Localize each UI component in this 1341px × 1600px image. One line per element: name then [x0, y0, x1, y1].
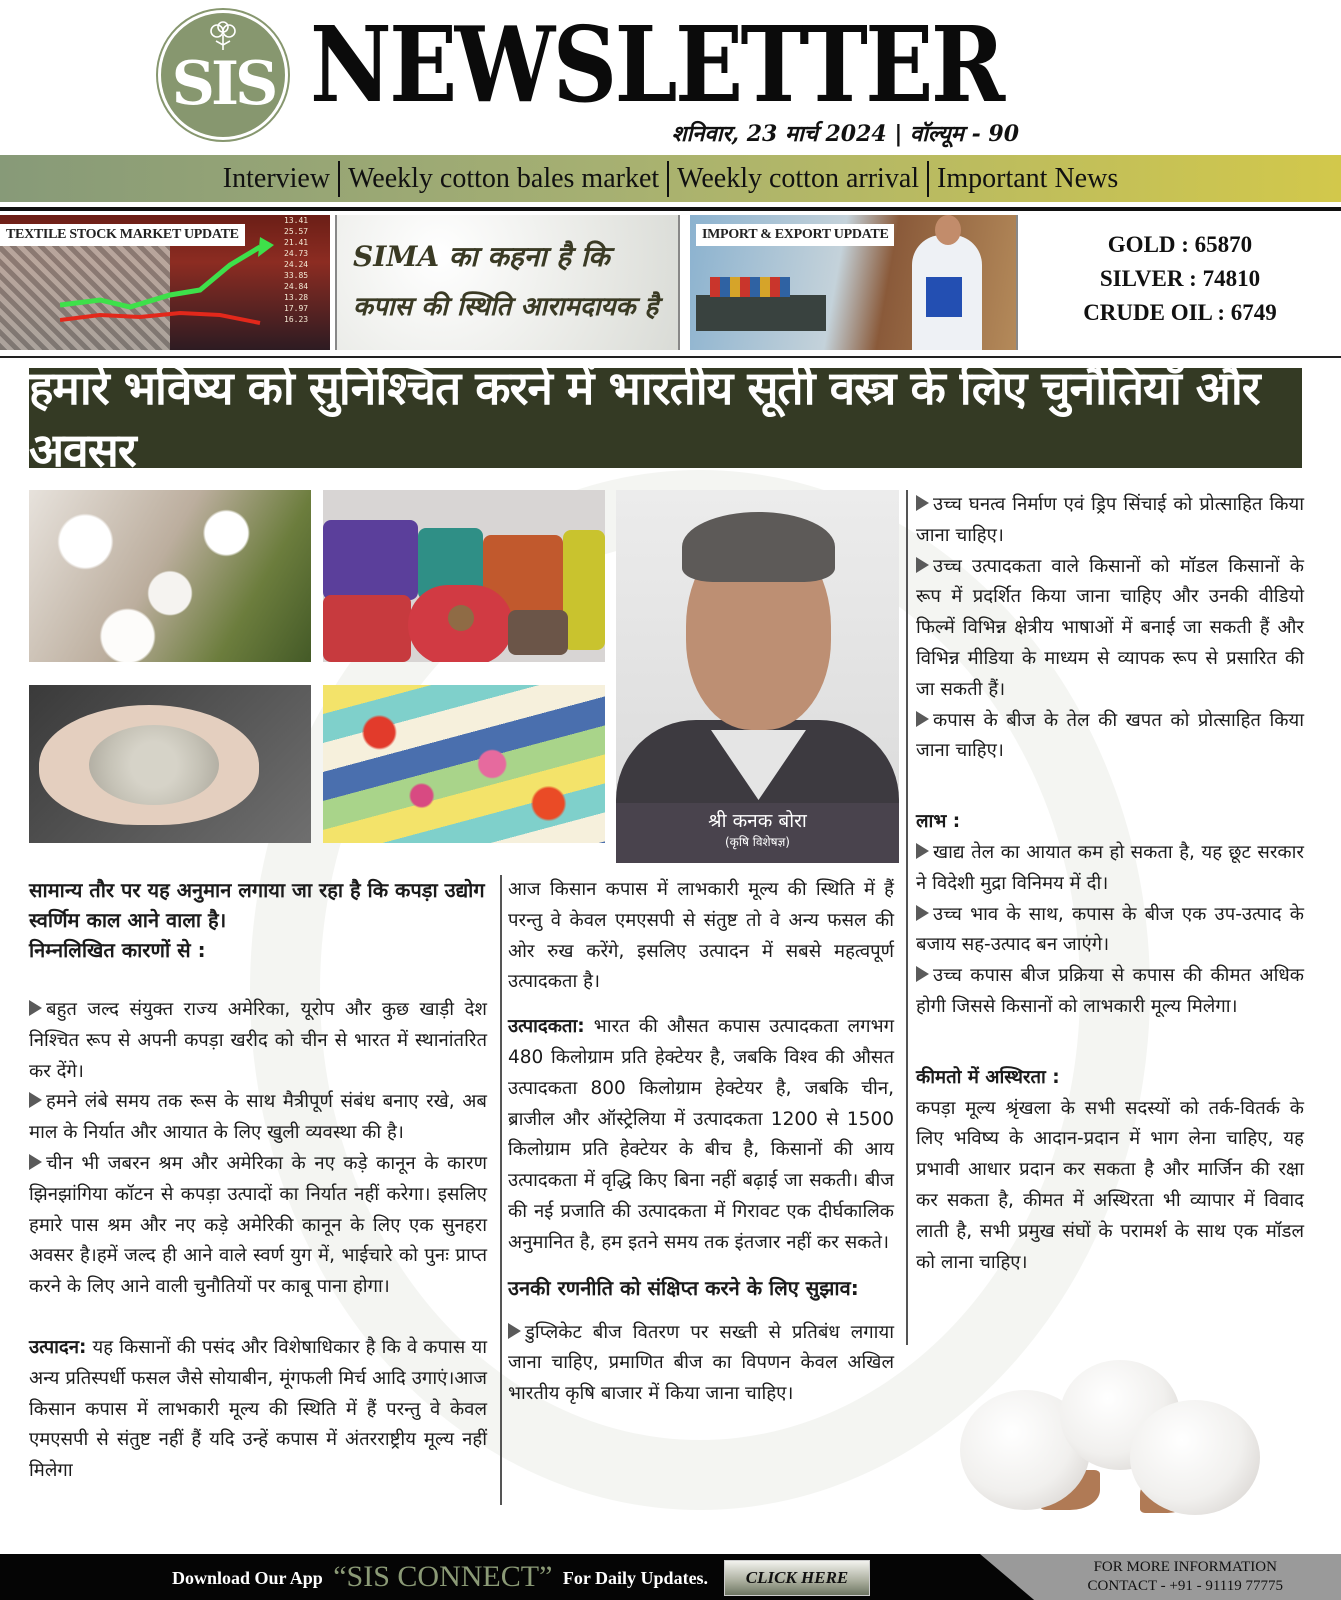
- containers-image: [710, 277, 790, 297]
- production-label: उत्पादन:: [29, 1336, 87, 1358]
- newsletter-title: NEWSLETTER: [310, 3, 1003, 126]
- sima-news-promo[interactable]: [335, 215, 680, 350]
- nav-item-interview[interactable]: Interview: [222, 162, 331, 194]
- dateline: शनिवार, 23 मार्च 2024 | वॉल्यूम - 90: [671, 121, 1019, 147]
- benefit-bullet-3: उच्च कपास बीज प्रक्रिया से कपास की कीमत अधिक होगी जिससे किसानों को लाभकारी मूल्य मिलेगा।: [916, 965, 1304, 1017]
- article-column-1: [29, 875, 487, 1487]
- cotton-seed-hand-photo: [29, 685, 311, 843]
- cotton-flower-icon: [206, 21, 240, 51]
- cotton-bolls-image: [950, 1360, 1270, 1520]
- bullet-arrow-icon: [916, 905, 929, 921]
- productivity-paragraph: उत्पादकता: भारत की औसत कपास उत्पादकता लगभग 480 किलोग्राम प्रति हेक्टेयर है, जबकि विश्व की औसत उत्पादकता 800 किलोग्राम हेक्टेयर है, जबकि चीन, ब्राजील और ऑस्ट्रेलिया में उत्पादकता 1200 से 1500 किलोग्राम प्रति हेक्टेयर के बीच है, किसानों की आय उत्पादकता में वृद्धि किए बिना नहीं बढ़ाई जा सकती। बीज की नई प्रजाति की उत्पादकता में गिरावट एक दीर्घकालिक अनुमानित है, हम इतने समय तक इंतजार नहीं कर सकते।: [508, 1016, 894, 1253]
- production-paragraph: उत्पादन: यह किसानों की पसंद और विशेषाधिकार है कि वे कपास या अन्य प्रतिस्पर्धी फसल जैसे सोयाबीन, मूंगफली मिर्च आदि उगाएं।आज किसान कपास में लाभकारी मूल्य की स्थिति में हैं परन्तु वे केवल एमएसपी से संतुष्ट नहीं हैं यदि उन्हें कपास में अंतरराष्ट्रीय मूल्य नहीं मिलेगा: [29, 1336, 487, 1482]
- bullet-arrow-icon: [916, 495, 929, 511]
- reason-bullet-2: हमने लंबे समय तक रूस के साथ मैत्रीपूर्ण संबंध बनाए रखे, अब माल के निर्यात और आयात के लिए खुली व्यवस्था की है।: [29, 1091, 487, 1144]
- volatility-paragraph: कपड़ा मूल्य श्रृंखला के सभी सदस्यों को तर्क-वितर्क के लिए भविष्य के आदान-प्रदान में भाग लेना चाहिए, यह प्रभावी आधार प्रदान कर सकता है और मार्जिन की रक्षा कर सकता है, कीमत में अस्थिरता भी व्यापार में विवाद लाती है, सभी प्रमुख संघों के परामर्श के साथ एक मॉडल को लाना चाहिए।: [916, 1097, 1304, 1273]
- section-nav: [0, 155, 1341, 202]
- sima-headline-line1: SIMA का कहना है कि: [353, 240, 610, 273]
- benefit-bullet-1: खाद्य तेल का आयात कम हो सकता है, यह छूट सरकार ने विदेशी मुद्रा विनिमय में दी।: [916, 841, 1304, 894]
- trade-promo-label: IMPORT & EXPORT UPDATE: [696, 224, 894, 246]
- bullet-arrow-icon: [29, 1154, 42, 1170]
- bullet-arrow-icon: [29, 1092, 42, 1108]
- bullet-arrow-icon: [916, 843, 929, 859]
- interviewee-role: (कृषि विशेषज्ञ): [724, 835, 790, 849]
- reason-bullet-1: बहुत जल्द संयुक्त राज्य अमेरिका, यूरोप और कुछ खाड़ी देश निश्चित रूप से अपनी कपड़ा खरीद को चीन से भारत में स्थानांतरित कर देंगे।: [29, 999, 487, 1082]
- article-headline: हमारे भविष्य को सुनिश्चित करने में भारतीय सूती वस्त्र के लिए चुनौतियाँ और अवसर: [29, 368, 1302, 468]
- article-column-3: [906, 490, 1304, 1345]
- article-column-2: [500, 875, 894, 1505]
- clipboard-icon: [926, 277, 962, 317]
- stock-trend-chart-icon: [60, 235, 290, 325]
- contact-info: [1088, 1558, 1283, 1596]
- printed-fabric-photo: [323, 685, 605, 843]
- commodity-prices: [1030, 228, 1330, 330]
- masthead: [0, 0, 1341, 152]
- interviewee-name: श्री कनक बोरा: [708, 810, 807, 832]
- portrait-caption: [616, 803, 899, 863]
- info-heading: FOR MORE INFORMATION: [1093, 1559, 1277, 1575]
- bullet-arrow-icon: [29, 1000, 42, 1016]
- productivity-label: उत्पादकता:: [508, 1016, 585, 1038]
- worker-head: [935, 215, 961, 245]
- cotton-field-photo: [29, 490, 311, 662]
- sima-headline-line2: कपास की स्थिति आरामदायक है: [353, 292, 659, 322]
- stock-promo-label: TEXTILE STOCK MARKET UPDATE: [0, 224, 245, 246]
- reason-bullet-3: चीन भी जबरन श्रम और अमेरिका के नए कड़े कानून के कारण झिनझांगिया कॉटन से कपड़ा उत्पादों का निर्यात नहीं करेगा। इसलिए हमारे पास श्रम और नए कड़े अमेरिकी कानून के लिए एक सुनहरा अवसर है।हमें जल्द ही आने वाले स्वर्ण युग में, भाईचारे को पुनः प्राप्त करने के लिए आने वाली चुनौतियों पर काबू पाना होगा।: [29, 1152, 487, 1298]
- bullet-arrow-icon: [916, 711, 929, 727]
- benefit-bullet-2: उच्च भाव के साथ, कपास के बीज एक उप-उत्पाद के बजाय सह-उत्पाद बन जाएंगे।: [916, 903, 1304, 956]
- silver-price: SILVER : 74810: [1099, 266, 1261, 291]
- textile-stock-market-promo[interactable]: [0, 215, 330, 350]
- yarn-cones-photo: [323, 490, 605, 662]
- strategy-bullet-4: कपास के बीज के तेल की खपत को प्रोत्साहित किया जाना चाहिए।: [916, 709, 1304, 762]
- benefits-heading: लाभ :: [916, 811, 961, 833]
- strategy-heading: उनकी रणनीति को संक्षिप्त करने के लिए सुझाव:: [508, 1275, 859, 1300]
- bullet-arrow-icon: [916, 966, 929, 982]
- strategy-bullet-1: डुप्लिकेट बीज वितरण पर सख्ती से प्रतिबंध लगाया जाना चाहिए, प्रमाणित बीज का विपणन केवल अखिल भारतीय कृषि बाजार में किया जाना चाहिए।: [508, 1321, 894, 1405]
- nav-item-important-news[interactable]: Important News: [937, 162, 1119, 194]
- logo-text: SIS: [171, 49, 275, 119]
- click-here-button[interactable]: CLICK HERE: [724, 1560, 870, 1596]
- cargo-ship-image: [696, 295, 826, 331]
- intro-paragraph: आज किसान कपास में लाभकारी मूल्य की स्थिति में हैं परन्तु वे केवल एमएसपी से संतुष्ट तो वे अन्य फसल की ओर रुख करेंगे, इसलिए उत्पादन में सबसे महत्वपूर्ण उत्पादकता है।: [508, 879, 894, 993]
- article-lead: सामान्य तौर पर यह अनुमान लगाया जा रहा है कि कपड़ा उद्योग स्वर्णिम काल आने वाला है।: [29, 878, 485, 932]
- strategy-bullet-3: उच्च उत्पादकता वाले किसानों को मॉडल किसानों के रूप में प्रदर्शित किया जाना चाहिए और उनकी वीडियो फिल्में विभिन्न क्षेत्रीय भाषाओं में बनाई जा सकती हैं और विभिन्न मीडिया के माध्यम से व्यापक रूप से प्रसारित की जा सकती हैं।: [916, 555, 1304, 700]
- app-name: “SIS CONNECT”: [333, 1560, 553, 1593]
- import-export-promo[interactable]: [690, 215, 1018, 350]
- nav-item-weekly-bales-market[interactable]: Weekly cotton bales market: [348, 162, 660, 194]
- app-download-text: Download Our App “SIS CONNECT” For Daily Updates.: [172, 1560, 709, 1593]
- crude-oil-price: CRUDE OIL : 6749: [1083, 300, 1277, 325]
- interviewee-portrait: [616, 490, 899, 863]
- gold-price: GOLD : 65870: [1107, 232, 1253, 257]
- bullet-arrow-icon: [916, 557, 929, 573]
- bullet-arrow-icon: [508, 1323, 521, 1339]
- reasons-heading: निम्नलिखित कारणों से :: [29, 938, 206, 962]
- divider-rule: [0, 207, 1341, 211]
- strategy-bullet-2: उच्च घनत्व निर्माण एवं ड्रिप सिंचाई को प्रोत्साहित किया जाना चाहिए।: [916, 494, 1304, 546]
- volatility-heading: कीमतो में अस्थिरता :: [916, 1066, 1060, 1088]
- footer-banner: [0, 1554, 1341, 1600]
- sis-logo: [158, 10, 288, 140]
- contact-phone[interactable]: CONTACT - +91 - 91119 77775: [1087, 1578, 1283, 1594]
- nav-item-weekly-cotton-arrival[interactable]: Weekly cotton arrival: [677, 162, 920, 194]
- stock-ticker-values: 13.41 25.57 21.41 24.73 24.24 33.85 24.84 13.28 17.97 16.23: [284, 216, 309, 324]
